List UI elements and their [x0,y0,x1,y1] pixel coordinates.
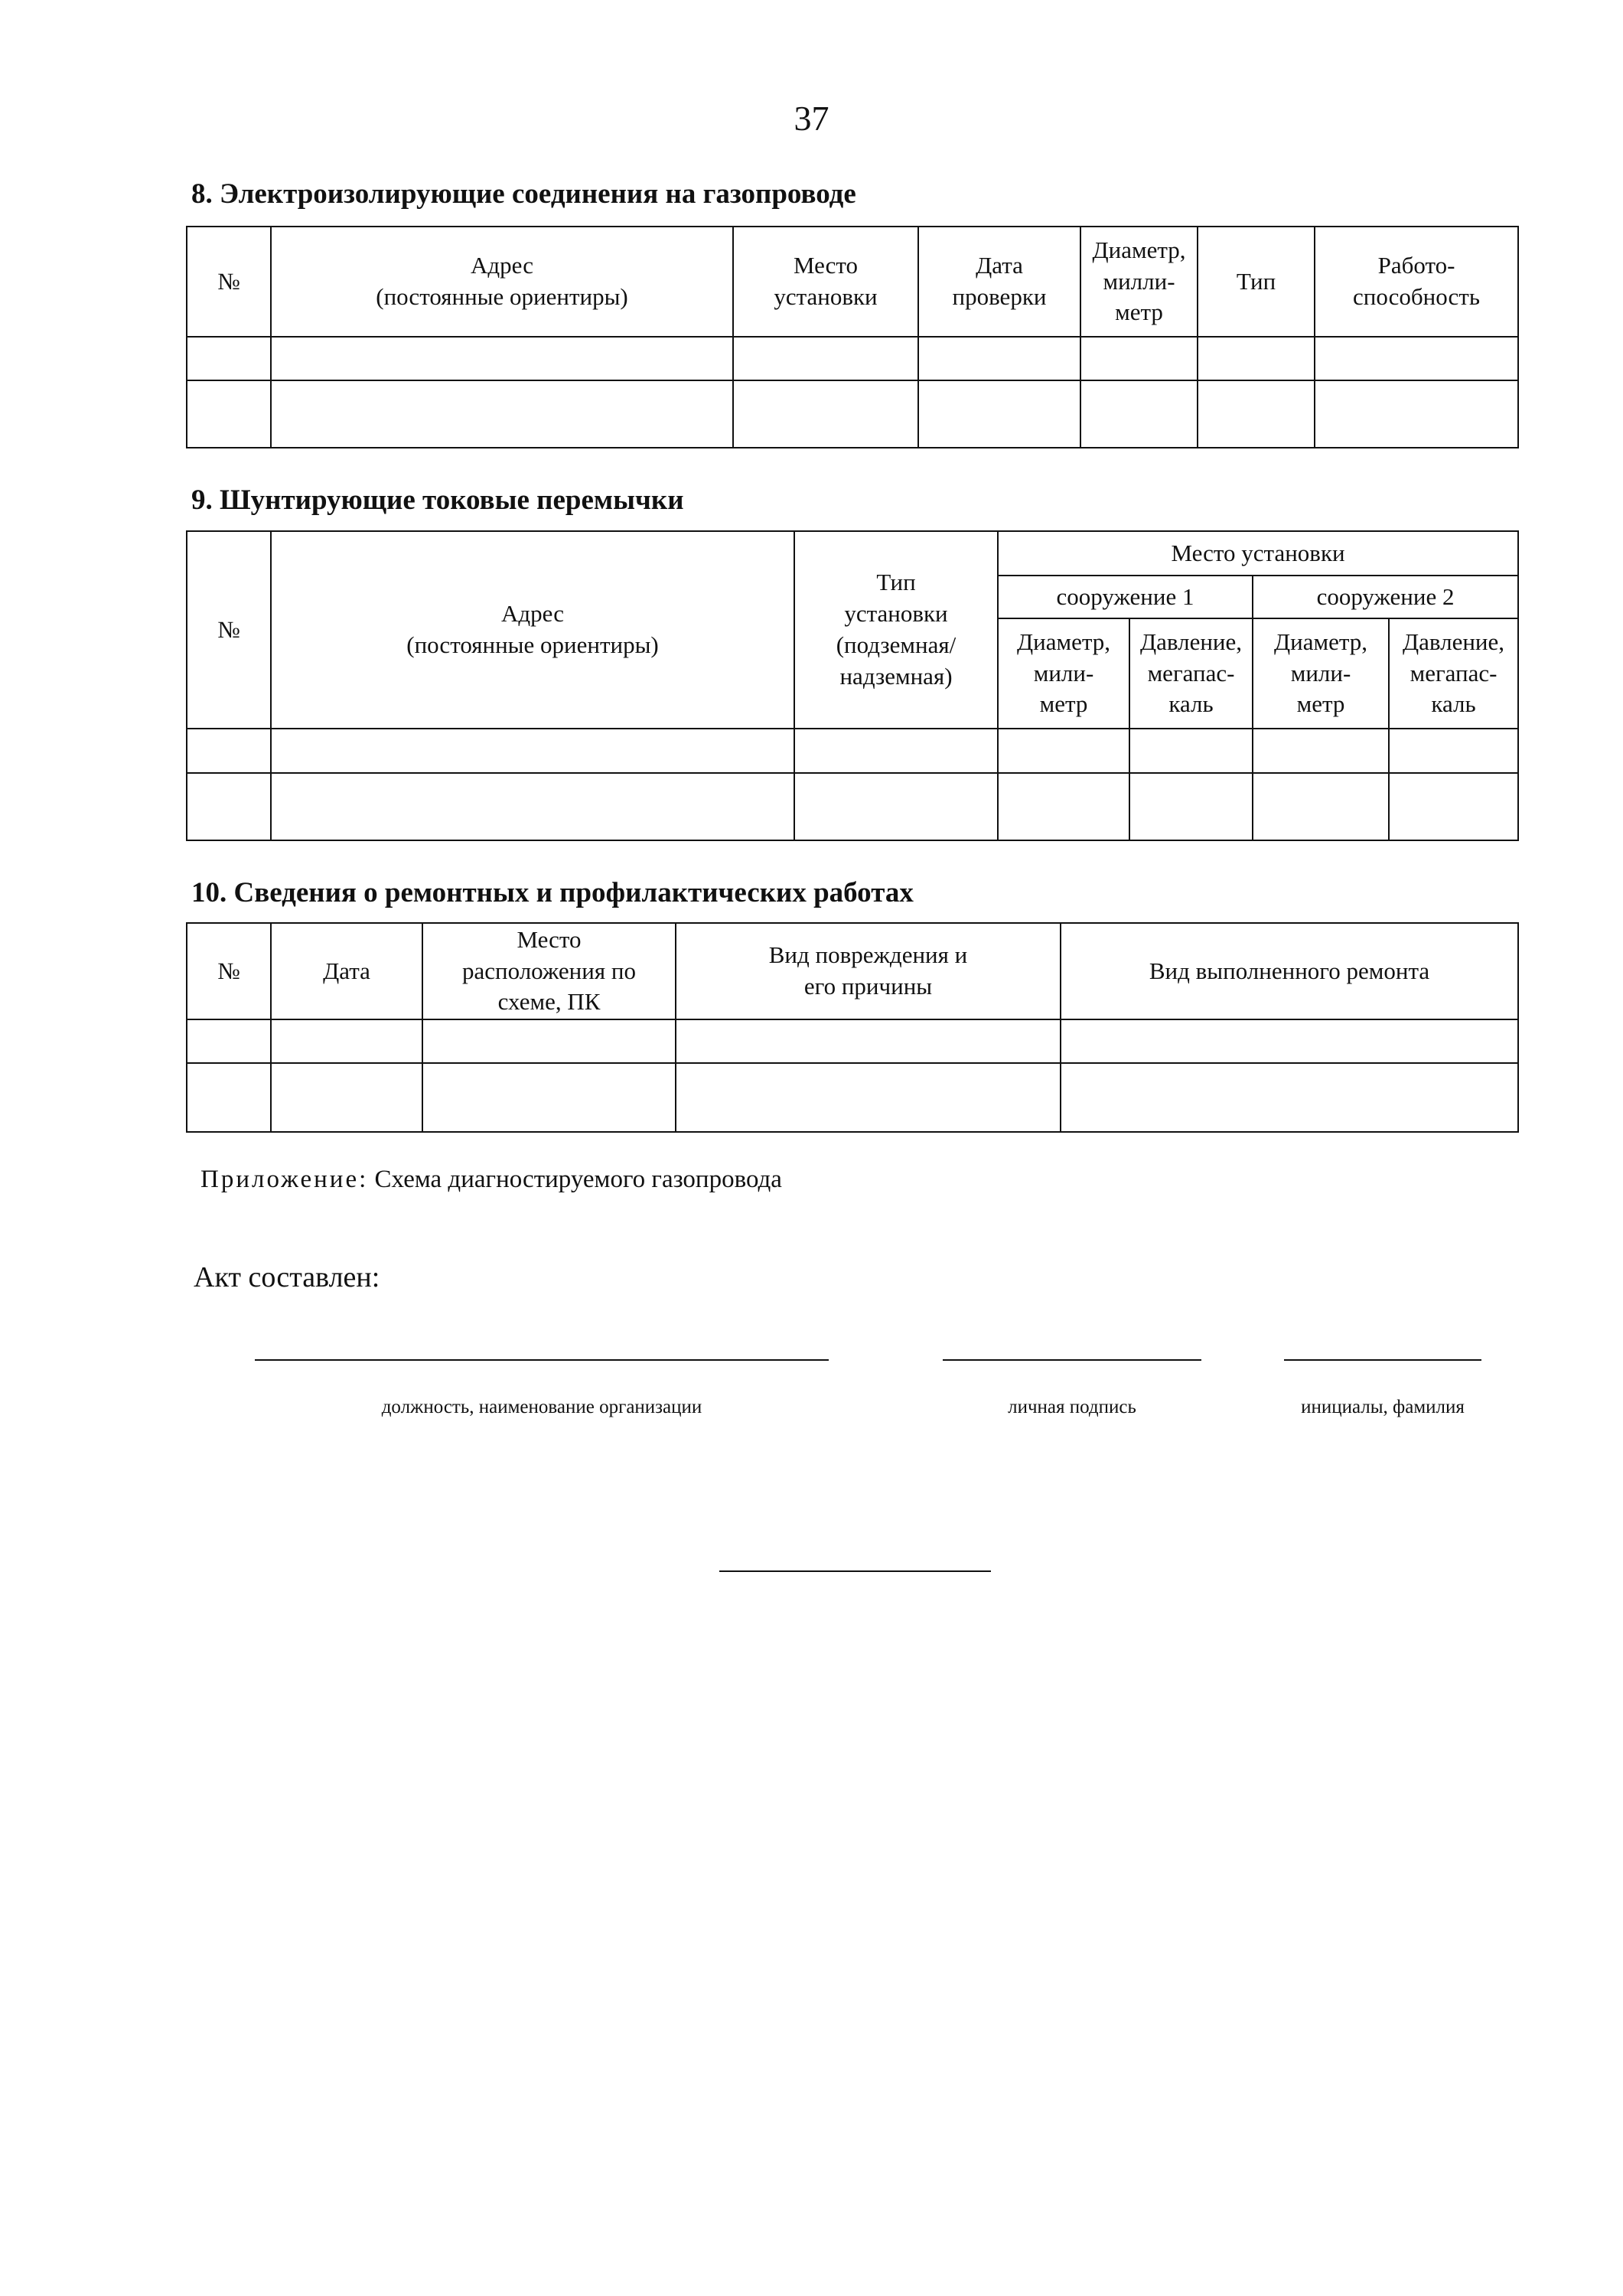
col-location: Место расположения по схеме, ПК [422,923,676,1019]
col-pressure-1: Давление, мегапас- каль [1129,618,1253,729]
section-8-title: 8. Электроизолирующие соединения на газопроводе [191,178,856,210]
table-cell[interactable] [1315,337,1518,380]
appendix-note [200,1166,782,1194]
position-signature-line[interactable] [255,1359,829,1361]
col-install-type: Тип установки (подземная/ надземная) [794,531,998,729]
table-cell[interactable] [422,1063,676,1132]
table-cell[interactable] [271,337,733,380]
table-cell[interactable] [187,1063,271,1132]
table-header-row [187,923,1518,1019]
col-check-date: Дата проверки [918,227,1080,337]
table-row [187,1063,1518,1132]
section-9-title: 9. Шунтирующие токовые перемычки [191,484,684,516]
table-cell[interactable] [1129,729,1253,773]
col-type: Тип [1198,227,1315,337]
table-cell[interactable] [1253,729,1389,773]
signature-caption: личная подпись [1008,1397,1136,1417]
table-cell[interactable] [1061,1063,1518,1132]
table-cell[interactable] [1253,773,1389,840]
insulating-joints-table [186,226,1519,448]
table-cell[interactable] [676,1019,1061,1063]
col-address: Адрес (постоянные ориентиры) [271,531,794,729]
table-cell[interactable] [271,380,733,448]
table-cell[interactable] [187,729,271,773]
name-signature-line[interactable] [1284,1359,1481,1361]
table-cell[interactable] [918,380,1080,448]
table-cell[interactable] [1129,773,1253,840]
table-row [187,337,1518,380]
table-cell[interactable] [187,337,271,380]
col-repair: Вид выполненного ремонта [1061,923,1518,1019]
appendix-label: Приложение: [200,1166,369,1193]
col-place: Место установки [733,227,918,337]
name-caption: инициалы, фамилия [1301,1397,1465,1417]
table-cell[interactable] [1315,380,1518,448]
col-structure-2: сооружение 2 [1253,576,1518,618]
table-cell[interactable] [1389,729,1518,773]
page-number: 37 [794,99,829,138]
table-cell[interactable] [1061,1019,1518,1063]
col-install-place: Место установки [998,531,1518,576]
table-cell[interactable] [187,380,271,448]
end-divider [719,1570,991,1572]
table-cell[interactable] [187,1019,271,1063]
table-cell[interactable] [271,1019,422,1063]
col-number: № [187,227,271,337]
col-date: Дата [271,923,422,1019]
table-cell[interactable] [1198,337,1315,380]
table-header-row [187,227,1518,337]
table-cell[interactable] [1080,337,1198,380]
col-structure-1: сооружение 1 [998,576,1253,618]
col-diameter: Диаметр, милли- метр [1080,227,1198,337]
table-row [187,773,1518,840]
act-compiled-label: Акт составлен: [194,1261,380,1293]
personal-signature-line[interactable] [943,1359,1201,1361]
col-address: Адрес (постоянные ориентиры) [271,227,733,337]
col-number: № [187,531,271,729]
col-operability: Работо- способность [1315,227,1518,337]
table-row [187,1019,1518,1063]
table-cell[interactable] [794,773,998,840]
col-pressure-2: Давление, мегапас- каль [1389,618,1518,729]
col-number: № [187,923,271,1019]
table-cell[interactable] [271,729,794,773]
table-cell[interactable] [422,1019,676,1063]
table-cell[interactable] [733,380,918,448]
col-damage: Вид повреждения и его причины [676,923,1061,1019]
table-cell[interactable] [271,1063,422,1132]
table-cell[interactable] [187,773,271,840]
table-cell[interactable] [1389,773,1518,840]
table-cell[interactable] [998,729,1129,773]
position-caption: должность, наименование организации [381,1397,702,1417]
table-cell[interactable] [998,773,1129,840]
table-cell[interactable] [676,1063,1061,1132]
shunt-jumpers-table [186,530,1519,841]
repair-works-table [186,922,1519,1133]
col-diameter-1: Диаметр, мили- метр [998,618,1129,729]
col-diameter-2: Диаметр, мили- метр [1253,618,1389,729]
table-cell[interactable] [271,773,794,840]
section-10-title: 10. Сведения о ремонтных и профилактических работах [191,877,914,908]
table-cell[interactable] [1080,380,1198,448]
table-cell[interactable] [1198,380,1315,448]
table-header-row [187,531,1518,576]
appendix-text: Схема диагностируемого газопровода [374,1166,782,1193]
table-cell[interactable] [794,729,998,773]
table-row [187,729,1518,773]
table-row [187,380,1518,448]
table-cell[interactable] [733,337,918,380]
table-cell[interactable] [918,337,1080,380]
